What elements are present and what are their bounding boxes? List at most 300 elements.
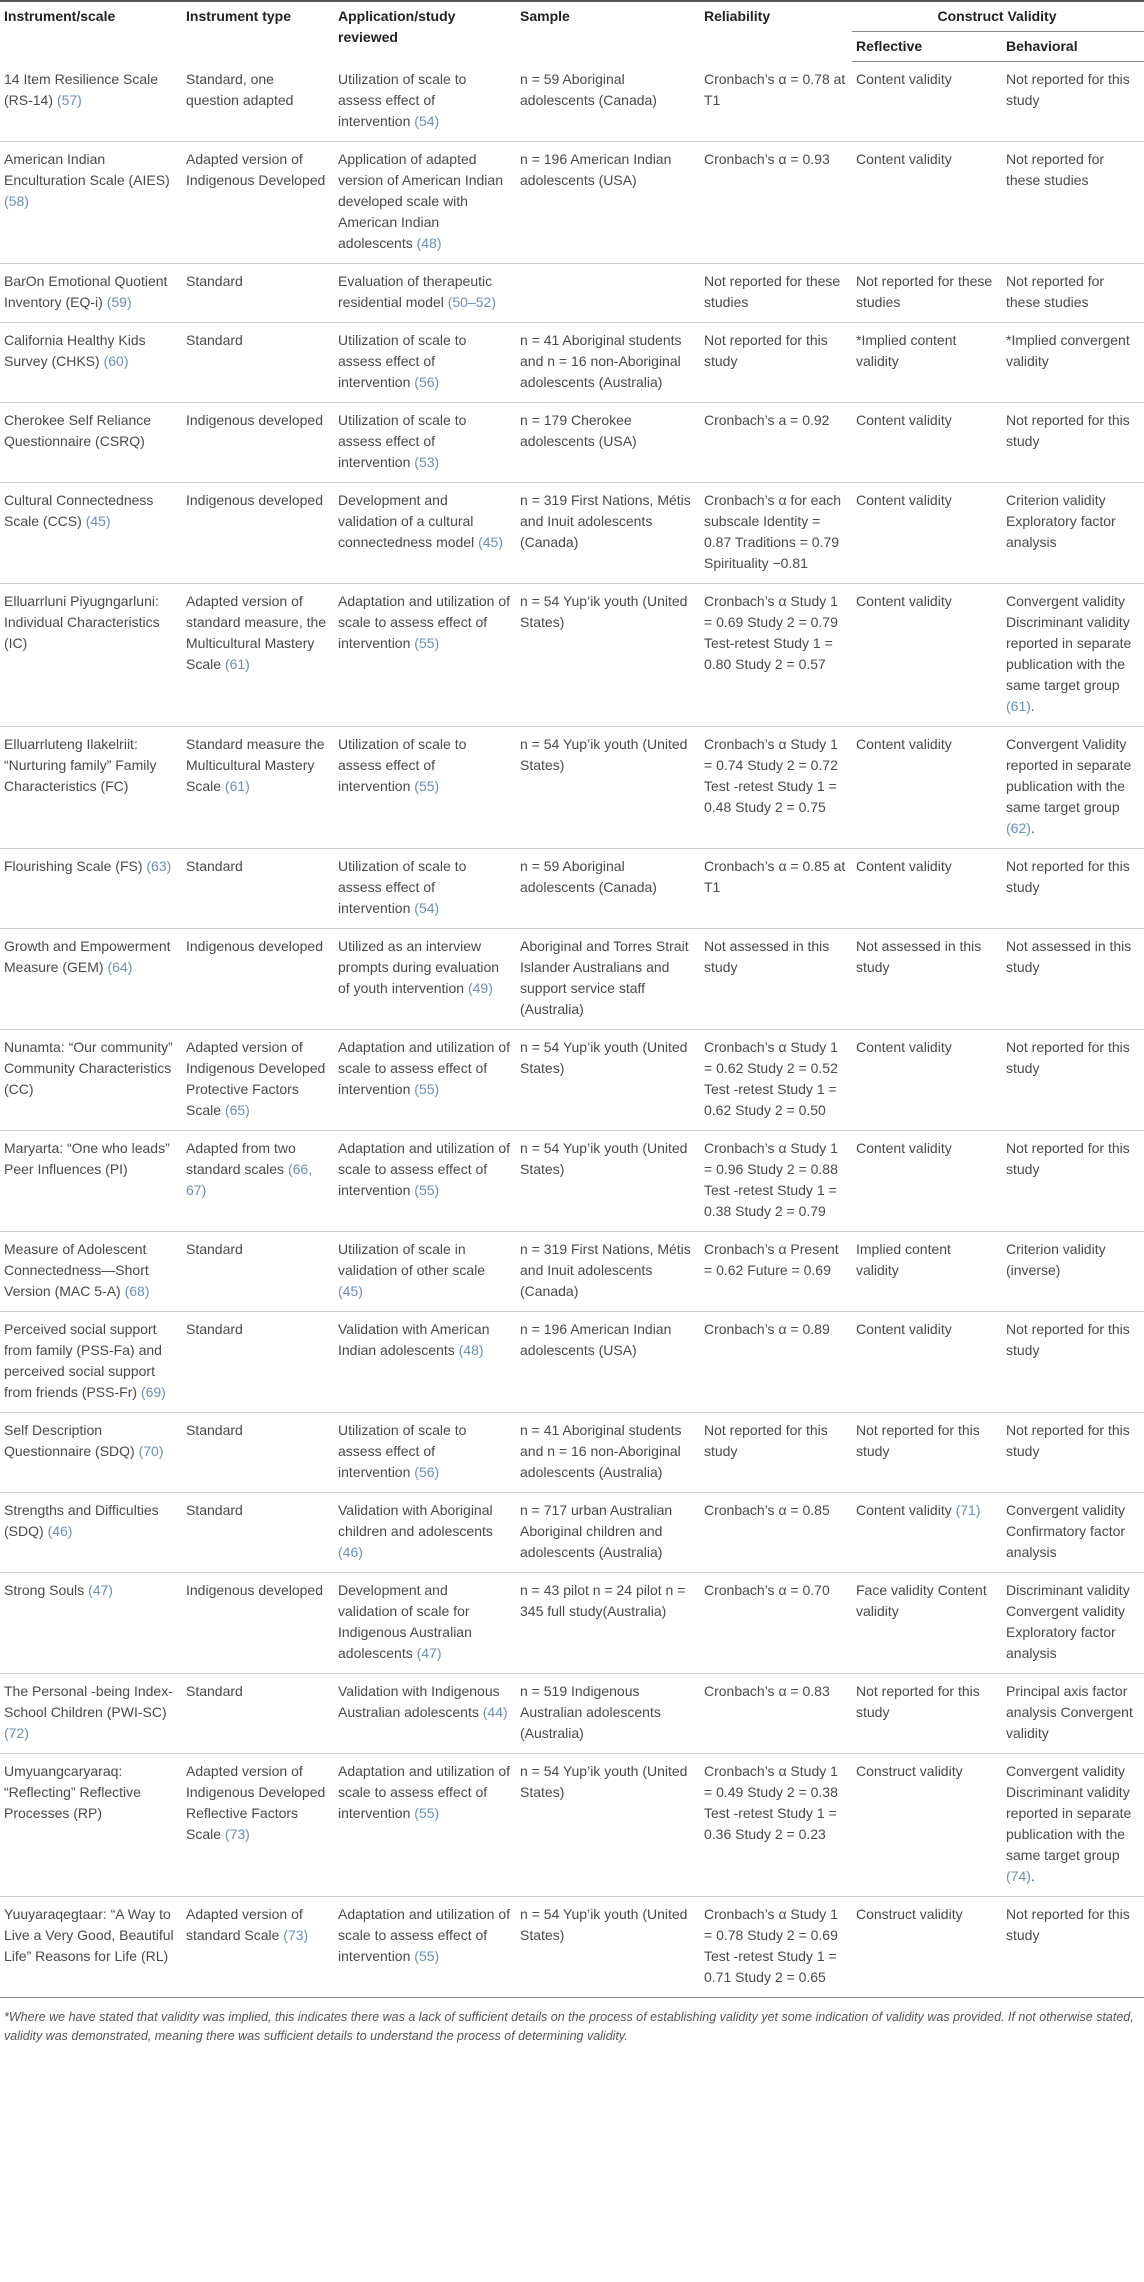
cell-text: *Implied convergent validity	[1006, 331, 1130, 369]
cell-reliability	[700, 1412, 852, 1492]
cell-reflective	[852, 928, 1002, 1029]
cell-application	[334, 1130, 516, 1231]
cell-instrument	[0, 726, 182, 848]
cell-text: Not reported for this study	[1006, 411, 1130, 449]
cell-text: Validation with American Indian adolescents	[338, 1320, 490, 1358]
cell-text: Indigenous developed	[186, 1581, 324, 1598]
cell-text: Content validity	[856, 592, 952, 609]
cell-type	[182, 62, 334, 142]
cell-text: Flourishing Scale (FS)	[4, 857, 147, 874]
reference-link[interactable]: (61)	[1006, 697, 1031, 714]
cell-behavioral	[1002, 141, 1144, 263]
cell-text: 14 Item Resilience Scale (RS-14)	[4, 70, 159, 108]
cell-sample	[516, 1572, 700, 1673]
cell-type	[182, 141, 334, 263]
cell-text: n = 54 Yup’ik youth (United States)	[520, 1905, 688, 1943]
cell-reliability	[700, 1572, 852, 1673]
cell-application	[334, 141, 516, 263]
cell-sample	[516, 1492, 700, 1572]
cell-sample	[516, 1896, 700, 1997]
cell-instrument	[0, 1896, 182, 1997]
cell-text: Convergent validity Discriminant validity reported in separate publication with the same target group	[1006, 1762, 1132, 1863]
cell-application	[334, 482, 516, 583]
cell-type	[182, 928, 334, 1029]
header-construct-validity: Construct Validity	[852, 1, 1144, 32]
cell-instrument	[0, 1130, 182, 1231]
cell-text: Indigenous developed	[186, 937, 324, 954]
table-row	[0, 322, 1144, 402]
reference-link[interactable]: (72)	[4, 1724, 29, 1741]
cell-text: Not assessed in this study	[704, 937, 830, 975]
cell-text: n = 41 Aboriginal students and n = 16 non-Aboriginal adolescents (Australia)	[520, 331, 682, 390]
cell-reflective	[852, 1412, 1002, 1492]
cell-application	[334, 1029, 516, 1130]
cell-text: Strong Souls	[4, 1581, 89, 1598]
reference-link[interactable]: (73)	[283, 1926, 309, 1943]
reference-link[interactable]: (64)	[107, 958, 133, 975]
cell-text: Not reported for this study	[704, 1421, 828, 1459]
cell-text: Cultural Connectedness Scale (CCS)	[4, 491, 154, 529]
reference-link[interactable]: (66, 67)	[186, 1160, 313, 1198]
cell-reflective	[852, 1492, 1002, 1572]
cell-text: Not reported for this study	[1006, 1421, 1130, 1459]
header-reflective: Reflective	[852, 32, 1002, 62]
cell-text: Adaptation and utilization of scale to assess effect of intervention	[338, 592, 511, 651]
cell-reflective	[852, 62, 1002, 142]
cell-text: Elluarrluni Piyugngarluni: Individual Characteristics (IC)	[4, 592, 160, 651]
cell-type	[182, 1572, 334, 1673]
reference-link[interactable]: (53)	[414, 453, 440, 470]
cell-reliability	[700, 1492, 852, 1572]
cell-instrument	[0, 1311, 182, 1412]
reference-link[interactable]: (63)	[146, 857, 172, 874]
table-row	[0, 1311, 1144, 1412]
cell-text: Elluarrluteng Ilakelriit: “Nurturing family” Family Characteristics (FC)	[4, 735, 157, 794]
cell-reflective	[852, 1753, 1002, 1896]
cell-application	[334, 1412, 516, 1492]
cell-type	[182, 322, 334, 402]
table-row	[0, 1231, 1144, 1311]
cell-application	[334, 1896, 516, 1997]
cell-reflective	[852, 1311, 1002, 1412]
table-row	[0, 402, 1144, 482]
cell-text: Nunamta: “Our community” Community Characteristics (CC)	[4, 1038, 173, 1097]
cell-reflective	[852, 1896, 1002, 1997]
cell-instrument	[0, 1412, 182, 1492]
cell-behavioral	[1002, 322, 1144, 402]
table-row	[0, 1896, 1144, 1997]
cell-text: Content validity	[856, 1501, 956, 1518]
cell-text: Self Description Questionnaire (SDQ)	[4, 1421, 139, 1459]
cell-reliability	[700, 1311, 852, 1412]
cell-behavioral	[1002, 1029, 1144, 1130]
cell-instrument	[0, 482, 182, 583]
cell-reliability	[700, 263, 852, 322]
cell-text: Indigenous developed	[186, 411, 324, 428]
cell-type	[182, 1753, 334, 1896]
cell-reliability	[700, 726, 852, 848]
header-type: Instrument type	[182, 1, 334, 62]
cell-text: Yuuyaraqegtaar: “A Way to Live a Very Good, Beautiful Life” Reasons for Life (RL)	[4, 1905, 174, 1964]
reference-link[interactable]: (49)	[467, 979, 493, 996]
cell-text: BarOn Emotional Quotient Inventory (EQ-i)	[4, 272, 168, 310]
cell-text: n = 54 Yup’ik youth (United States)	[520, 1038, 688, 1076]
cell-text: Adapted version of standard measure, the Multicultural Mastery Scale	[186, 592, 327, 672]
cell-text: n = 319 First Nations, Métis and Inuit adolescents (Canada)	[520, 491, 691, 550]
cell-text: Not assessed in this study	[1006, 937, 1132, 975]
reference-link[interactable]: (60)	[103, 352, 129, 369]
cell-text: Cronbach’s α Study 1 = 0.74 Study 2 = 0.72 Test -retest Study 1 = 0.48 Study 2 = 0.75	[704, 735, 838, 815]
cell-text: Cronbach’s α = 0.85	[704, 1501, 830, 1518]
cell-text: Adapted version of Indigenous Developed Protective Factors Scale	[186, 1038, 326, 1118]
reference-link[interactable]: (55)	[414, 634, 440, 651]
reference-link[interactable]: (45)	[338, 1282, 363, 1299]
cell-behavioral	[1002, 726, 1144, 848]
cell-text: Perceived social support from family (PSS-Fa) and perceived social support from friends (PSS-Fr)	[4, 1320, 162, 1400]
cell-text: Measure of Adolescent Connectedness—Short Version (MAC 5-A)	[4, 1240, 149, 1299]
cell-type	[182, 263, 334, 322]
cell-type	[182, 1029, 334, 1130]
cell-text: Cronbach’s α Study 1 = 0.78 Study 2 = 0.69 Test -retest Study 1 = 0.71 Study 2 = 0.65	[704, 1905, 838, 1985]
cell-text: Content validity	[856, 1038, 952, 1055]
reference-link[interactable]: (54)	[414, 899, 440, 916]
table-row	[0, 1572, 1144, 1673]
cell-text: American Indian Enculturation Scale (AIES)	[4, 150, 170, 188]
cell-instrument	[0, 62, 182, 142]
reference-link[interactable]: (47)	[88, 1581, 113, 1598]
cell-instrument	[0, 848, 182, 928]
reference-link[interactable]: (47)	[416, 1644, 442, 1661]
cell-text: Evaluation of therapeutic residential model	[338, 272, 493, 310]
reference-link[interactable]: (68)	[124, 1282, 150, 1299]
cell-sample	[516, 726, 700, 848]
cell-behavioral	[1002, 1311, 1144, 1412]
cell-text: Validation with Aboriginal children and adolescents	[338, 1501, 493, 1539]
cell-text: Indigenous developed	[186, 491, 324, 508]
cell-text: Content validity	[856, 1139, 952, 1156]
reference-link[interactable]: (70)	[138, 1442, 164, 1459]
cell-application	[334, 848, 516, 928]
table-row	[0, 482, 1144, 583]
reference-link[interactable]: (58)	[4, 192, 29, 209]
cell-reliability	[700, 482, 852, 583]
cell-text: Convergent validity Confirmatory factor analysis	[1006, 1501, 1126, 1560]
cell-text: Principal axis factor analysis Convergent validity	[1006, 1682, 1133, 1741]
cell-sample	[516, 1231, 700, 1311]
cell-text: Not reported for this study	[1006, 71, 1130, 108]
cell-application	[334, 402, 516, 482]
table-row	[0, 1673, 1144, 1753]
header-row	[0, 1, 1144, 32]
reference-link[interactable]: (61)	[224, 777, 250, 794]
cell-text: n = 54 Yup’ik youth (United States)	[520, 1139, 688, 1177]
cell-behavioral	[1002, 263, 1144, 322]
cell-text: Not assessed in this study	[856, 937, 982, 975]
cell-text: .	[1030, 697, 1035, 714]
cell-text: n = 179 Cherokee adolescents (USA)	[520, 411, 637, 449]
cell-text: *Implied content validity	[856, 331, 957, 369]
cell-instrument	[0, 1753, 182, 1896]
cell-reflective	[852, 1029, 1002, 1130]
cell-behavioral	[1002, 1231, 1144, 1311]
reference-link[interactable]: (45)	[478, 533, 503, 550]
cell-text: Cronbach’s α = 0.89	[704, 1320, 830, 1337]
cell-text: Aboriginal and Torres Strait Islander Australians and support service staff (Australia)	[520, 937, 689, 1017]
cell-text: n = 59 Aboriginal adolescents (Canada)	[520, 70, 657, 108]
cell-text: Convergent Validity reported in separate publication with the same target group	[1006, 735, 1132, 815]
cell-text: Cronbach’s α Study 1 = 0.96 Study 2 = 0.88 Test -retest Study 1 = 0.38 Study 2 = 0.79	[704, 1139, 838, 1219]
cell-behavioral	[1002, 1673, 1144, 1753]
cell-text: Cronbach’s a = 0.92	[704, 411, 830, 428]
cell-type	[182, 848, 334, 928]
cell-text: Standard	[186, 857, 243, 874]
reference-link[interactable]: (48)	[458, 1341, 484, 1358]
reference-link[interactable]: (54)	[414, 112, 440, 129]
cell-reliability	[700, 1753, 852, 1896]
cell-sample	[516, 1029, 700, 1130]
cell-sample	[516, 583, 700, 726]
cell-text: n = 717 urban Australian Aboriginal children and adolescents (Australia)	[520, 1501, 673, 1560]
cell-reflective	[852, 141, 1002, 263]
cell-reliability	[700, 1029, 852, 1130]
cell-application	[334, 1753, 516, 1896]
cell-behavioral	[1002, 1896, 1144, 1997]
table-row	[0, 583, 1144, 726]
cell-reliability	[700, 928, 852, 1029]
cell-text: Not reported for these studies	[856, 272, 993, 310]
cell-sample	[516, 322, 700, 402]
cell-text: Utilization of scale to assess effect of intervention	[338, 735, 467, 794]
cell-text: Adaptation and utilization of scale to assess effect of intervention	[338, 1038, 511, 1097]
cell-application	[334, 1492, 516, 1572]
reference-link[interactable]: (56)	[414, 1463, 440, 1480]
cell-text: n = 196 American Indian adolescents (USA)	[520, 1320, 672, 1358]
cell-text: Utilization of scale to assess effect of intervention	[338, 857, 467, 916]
cell-text: Construct validity	[856, 1762, 963, 1779]
cell-sample	[516, 848, 700, 928]
cell-reflective	[852, 402, 1002, 482]
reference-link[interactable]: (57)	[56, 91, 82, 108]
cell-sample	[516, 1130, 700, 1231]
cell-text: Utilization of scale to assess effect of intervention	[338, 1421, 467, 1480]
cell-text: Standard	[186, 1421, 243, 1438]
cell-reflective	[852, 583, 1002, 726]
cell-text: Not reported for this study	[704, 331, 828, 369]
cell-text: n = 41 Aboriginal students and n = 16 non-Aboriginal adolescents (Australia)	[520, 1421, 682, 1480]
cell-text: Content validity	[856, 857, 952, 874]
cell-reflective	[852, 726, 1002, 848]
cell-text: Development and validation of scale for Indigenous Australian adolescents	[338, 1581, 472, 1661]
cell-text: Face validity Content validity	[856, 1581, 987, 1619]
cell-type	[182, 1673, 334, 1753]
cell-sample	[516, 263, 700, 322]
cell-reliability	[700, 1231, 852, 1311]
cell-type	[182, 482, 334, 583]
cell-text: Validation with Indigenous Australian adolescents	[338, 1682, 500, 1720]
cell-behavioral	[1002, 1572, 1144, 1673]
cell-text: Standard	[186, 1240, 243, 1257]
cell-text: Cronbach’s α = 0.83	[704, 1682, 830, 1699]
reference-link[interactable]: (46)	[47, 1522, 73, 1539]
cell-text: Standard	[186, 272, 243, 289]
cell-text: Content validity	[856, 491, 952, 508]
cell-behavioral	[1002, 848, 1144, 928]
cell-sample	[516, 402, 700, 482]
cell-reflective	[852, 1130, 1002, 1231]
cell-text: Not reported for this study	[856, 1682, 980, 1720]
reference-link[interactable]: (48)	[416, 234, 442, 251]
cell-text: Criterion validity (inverse)	[1006, 1240, 1106, 1278]
cell-reflective	[852, 322, 1002, 402]
cell-text: Adapted version of Indigenous Developed Reflective Factors Scale	[186, 1762, 326, 1842]
cell-behavioral	[1002, 1412, 1144, 1492]
header-sample: Sample	[516, 1, 700, 62]
reference-link[interactable]: (74)	[1006, 1867, 1031, 1884]
cell-text: n = 319 First Nations, Métis and Inuit adolescents (Canada)	[520, 1240, 691, 1299]
cell-application	[334, 1231, 516, 1311]
cell-application	[334, 928, 516, 1029]
cell-text: California Healthy Kids Survey (CHKS)	[4, 331, 146, 369]
header-application: Application/study reviewed	[334, 1, 516, 62]
cell-behavioral	[1002, 583, 1144, 726]
cell-text: Not reported for this study	[1006, 1320, 1130, 1358]
cell-text: Content validity	[856, 735, 952, 752]
cell-text: Standard	[186, 1682, 243, 1699]
cell-behavioral	[1002, 62, 1144, 142]
cell-text: Convergent validity Discriminant validity reported in separate publication with the same target group	[1006, 592, 1132, 693]
reference-link[interactable]: (55)	[414, 1947, 440, 1964]
cell-sample	[516, 1311, 700, 1412]
reference-link[interactable]: (61)	[224, 655, 250, 672]
cell-text: Content validity	[856, 1320, 952, 1337]
cell-reliability	[700, 402, 852, 482]
cell-text: Standard, one question adapted	[186, 70, 294, 108]
header-instrument: Instrument/scale	[0, 1, 182, 62]
cell-text: Utilized as an interview prompts during evaluation of youth intervention	[338, 937, 500, 996]
cell-text: Not reported for these studies	[1006, 272, 1105, 310]
reference-link[interactable]: (56)	[414, 373, 440, 390]
cell-text: .	[1030, 1867, 1035, 1884]
cell-application	[334, 1311, 516, 1412]
reference-link[interactable]: (71)	[955, 1501, 981, 1518]
cell-instrument	[0, 583, 182, 726]
reference-link[interactable]: (55)	[414, 777, 440, 794]
reference-link[interactable]: (44)	[482, 1703, 508, 1720]
cell-text: Adapted from two standard scales	[186, 1139, 296, 1177]
cell-sample	[516, 62, 700, 142]
cell-text: Not reported for this study	[1006, 1905, 1130, 1943]
cell-text: Not reported for this study	[1006, 857, 1130, 895]
cell-text: n = 43 pilot n = 24 pilot n = 345 full study(Australia)	[520, 1581, 686, 1619]
reference-link[interactable]: (59)	[106, 293, 132, 310]
cell-type	[182, 1311, 334, 1412]
cell-type	[182, 1231, 334, 1311]
reference-link[interactable]: (55)	[414, 1804, 440, 1821]
cell-text: n = 519 Indigenous Australian adolescents (Australia)	[520, 1682, 661, 1741]
cell-text: Adapted version of standard Scale	[186, 1905, 303, 1943]
cell-instrument	[0, 1572, 182, 1673]
cell-application	[334, 726, 516, 848]
cell-text: Content validity	[856, 411, 952, 428]
cell-application	[334, 1673, 516, 1753]
reference-link[interactable]: (50–52)	[447, 293, 496, 310]
cell-text: n = 54 Yup’ik youth (United States)	[520, 735, 688, 773]
table-row	[0, 1753, 1144, 1896]
cell-text: Cronbach’s α Study 1 = 0.49 Study 2 = 0.38 Test -retest Study 1 = 0.36 Study 2 = 0.23	[704, 1762, 838, 1842]
reference-link[interactable]: (45)	[85, 512, 111, 529]
cell-sample	[516, 1673, 700, 1753]
cell-sample	[516, 482, 700, 583]
reference-link[interactable]: (69)	[140, 1383, 166, 1400]
cell-application	[334, 263, 516, 322]
cell-instrument	[0, 141, 182, 263]
cell-type	[182, 1896, 334, 1997]
table-row	[0, 1492, 1144, 1572]
cell-reliability	[700, 1896, 852, 1997]
cell-text: Discriminant validity Convergent validity Exploratory factor analysis	[1006, 1581, 1130, 1661]
cell-sample	[516, 1753, 700, 1896]
cell-text: Not reported for these studies	[1006, 150, 1105, 188]
reference-link[interactable]: (65)	[224, 1101, 250, 1118]
cell-text: Maryarta: “One who leads” Peer Influences (PI)	[4, 1139, 170, 1177]
cell-reflective	[852, 263, 1002, 322]
cell-text: Not reported for this study	[1006, 1139, 1130, 1177]
cell-text: Cherokee Self Reliance Questionnaire (CSRQ)	[4, 411, 152, 449]
cell-text: Utilization of scale to assess effect of intervention	[338, 411, 467, 470]
cell-text: Cronbach’s α = 0.93	[704, 150, 830, 167]
table-row	[0, 263, 1144, 322]
table-row	[0, 141, 1144, 263]
header-behavioral: Behavioral	[1002, 32, 1144, 62]
cell-reliability	[700, 848, 852, 928]
cell-text: Criterion validity Exploratory factor analysis	[1006, 491, 1116, 550]
cell-instrument	[0, 1492, 182, 1572]
cell-reliability	[700, 1673, 852, 1753]
reference-link[interactable]: (55)	[414, 1080, 440, 1097]
table-body	[0, 62, 1144, 1998]
cell-reflective	[852, 1572, 1002, 1673]
cell-text: Standard	[186, 331, 243, 348]
cell-text: Standard	[186, 1320, 243, 1337]
cell-text: Utilization of scale to assess effect of intervention	[338, 70, 467, 129]
cell-text: Adaptation and utilization of scale to assess effect of intervention	[338, 1139, 511, 1198]
cell-text: n = 54 Yup’ik youth (United States)	[520, 1762, 688, 1800]
cell-text: Strengths and Difficulties (SDQ)	[4, 1501, 159, 1539]
cell-instrument	[0, 322, 182, 402]
reference-link[interactable]: (55)	[414, 1181, 440, 1198]
cell-type	[182, 1130, 334, 1231]
cell-text: Standard	[186, 1501, 243, 1518]
reference-link[interactable]: (73)	[224, 1825, 250, 1842]
cell-instrument	[0, 928, 182, 1029]
reference-link[interactable]: (46)	[338, 1543, 363, 1560]
cell-type	[182, 1412, 334, 1492]
cell-type	[182, 583, 334, 726]
cell-text: n = 59 Aboriginal adolescents (Canada)	[520, 857, 657, 895]
cell-text: Cronbach’s α = 0.85 at T1	[704, 857, 846, 895]
cell-instrument	[0, 402, 182, 482]
cell-reliability	[700, 322, 852, 402]
cell-text: Cronbach’s α Present = 0.62 Future = 0.69	[704, 1240, 839, 1278]
cell-text: Utilization of scale to assess effect of intervention	[338, 331, 467, 390]
cell-text: Implied content validity	[856, 1240, 951, 1278]
cell-text: Adaptation and utilization of scale to assess effect of intervention	[338, 1762, 511, 1821]
cell-reliability	[700, 141, 852, 263]
table-row	[0, 1130, 1144, 1231]
cell-application	[334, 322, 516, 402]
cell-reliability	[700, 1130, 852, 1231]
reference-link[interactable]: (62)	[1006, 819, 1031, 836]
